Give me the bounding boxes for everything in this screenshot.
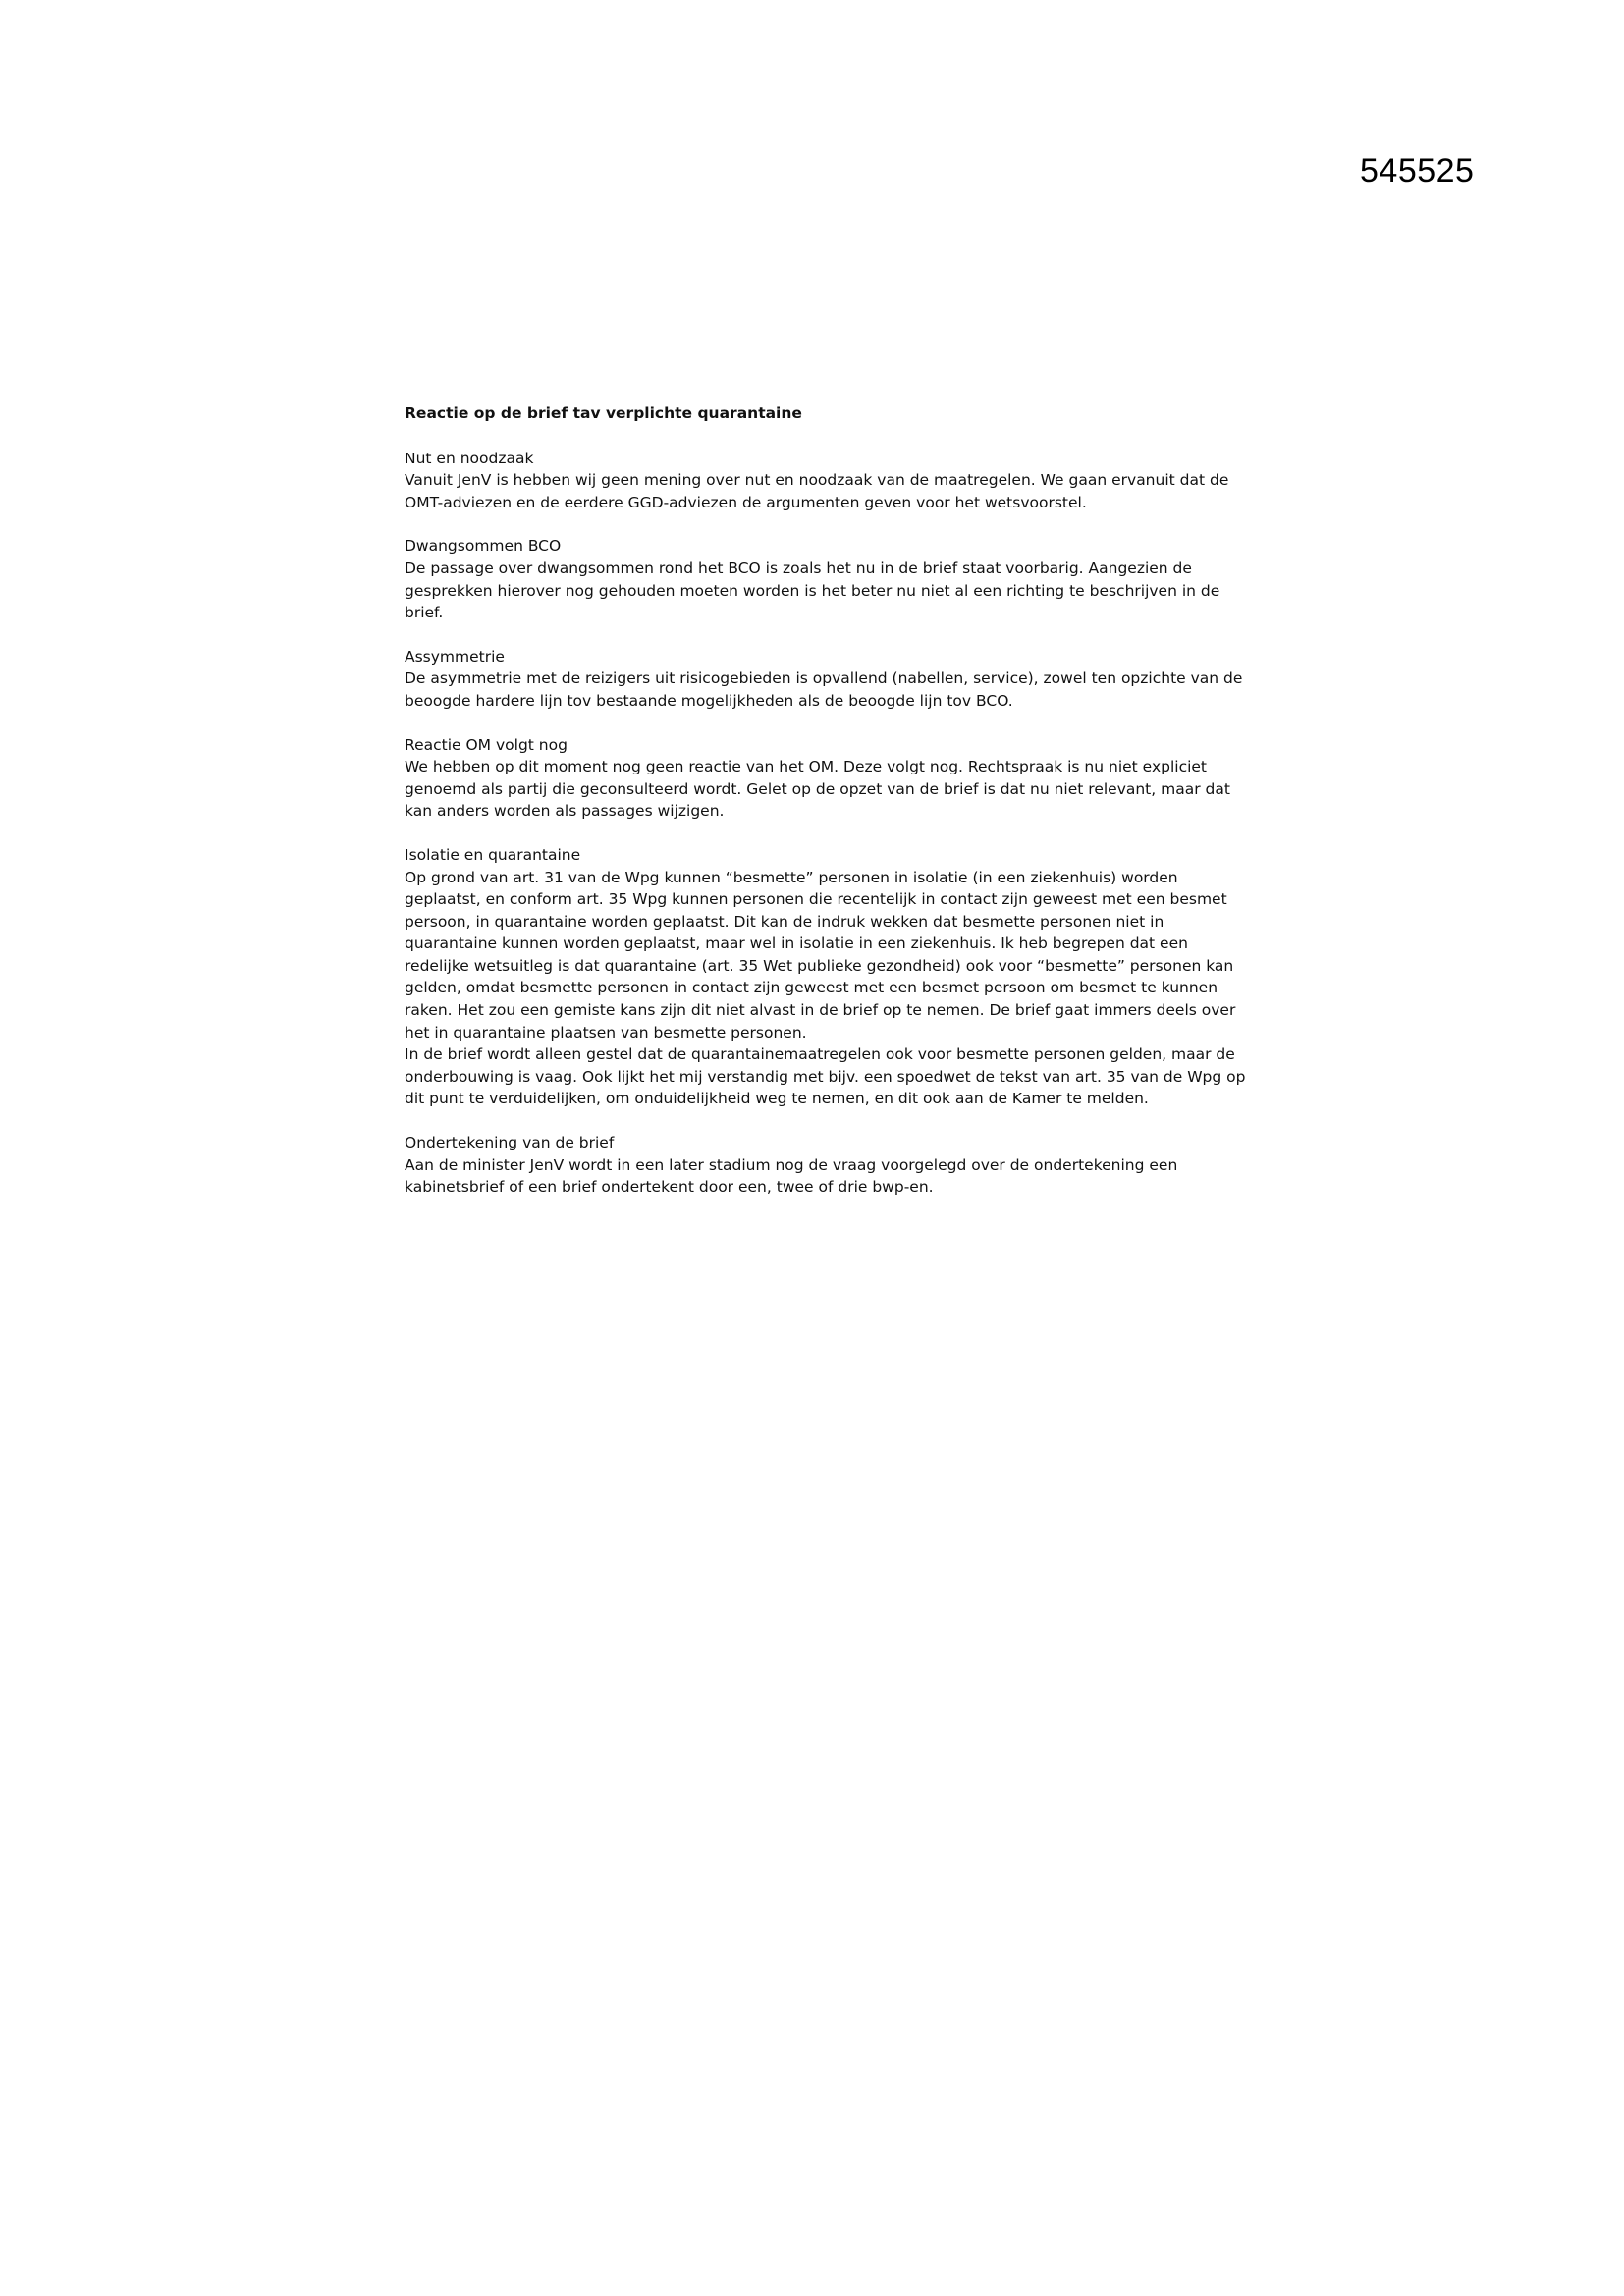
section-heading: Assymmetrie xyxy=(405,647,505,666)
section-paragraph: Vanuit JenV is hebben wij geen mening over nut en noodzaak van de maatregelen. We gaan ervanuit dat de OMT-adviezen en de eerdere GGD-adviezen de argumenten geven voor het wetsvoorstel. xyxy=(405,471,1229,511)
section-nut-en-noodzaak xyxy=(405,448,1249,514)
section-paragraph: De passage over dwangsommen rond het BCO is zoals het nu in de brief staat voorbarig. Aangezien de gesprekken hierover nog gehouden moeten worden is het beter nu niet al een richting te beschrijven in de brief. xyxy=(405,559,1220,622)
page-number: 545525 xyxy=(1360,152,1475,189)
section-paragraph: In de brief wordt alleen gestel dat de quarantainemaatregelen ook voor besmette personen gelden, maar de onderbouwing is vaag. Ook lijkt het mij verstandig met bijv. een spoedwet de tekst van art. 35 van de Wpg op dit punt te verduidelijken, om onduidelijkheid weg te nemen, en dit ook aan de Kamer te melden. xyxy=(405,1045,1246,1108)
section-ondertekening xyxy=(405,1132,1249,1199)
section-paragraph: Op grond van art. 31 van de Wpg kunnen “besmette” personen in isolatie (in een ziekenhuis) worden geplaatst, en conform art. 35 Wpg kunnen personen die recentelijk in contact zijn geweest met een besmet persoon, in quarantaine worden geplaatst. Dit kan de indruk wekken dat besmette personen niet in quarantaine kunnen worden geplaatst, maar wel in isolatie in een ziekenhuis. Ik heb begrepen dat een redelijke wetsuitleg is dat quarantaine (art. 35 Wet publieke gezondheid) ook voor “besmette” personen kan gelden, omdat besmette personen in contact zijn geweest met een besmet persoon om besmet te kunnen raken. Het zou een gemiste kans zijn dit niet alvast in de brief op te nemen. De brief gaat immers deels over het in quarantaine plaatsen van besmette personen. xyxy=(405,868,1236,1041)
section-heading: Isolatie en quarantaine xyxy=(405,845,581,864)
section-paragraph: De asymmetrie met de reizigers uit risicogebieden is opvallend (nabellen, service), zowel ten opzichte van de beoogde hardere lijn tov bestaande mogelijkheden als de beoogde lijn tov BCO. xyxy=(405,669,1243,710)
section-heading: Nut en noodzaak xyxy=(405,449,534,467)
section-isolatie-en-quarantaine xyxy=(405,844,1249,1110)
section-assymmetrie xyxy=(405,646,1249,713)
section-reactie-om xyxy=(405,734,1249,823)
section-dwangsommen-bco xyxy=(405,535,1249,623)
section-heading: Dwangsommen BCO xyxy=(405,537,562,556)
section-heading: Reactie OM volgt nog xyxy=(405,735,568,754)
document-body xyxy=(405,402,1249,1220)
section-heading: Ondertekening van de brief xyxy=(405,1134,615,1152)
section-paragraph: Aan de minister JenV wordt in een later stadium nog de vraag voorgelegd over de ondertekening een kabinetsbrief of een brief ondertekent door een, twee of drie bwp-en. xyxy=(405,1155,1178,1197)
document-title: Reactie op de brief tav verplichte quarantaine xyxy=(405,404,802,422)
section-paragraph: We hebben op dit moment nog geen reactie van het OM. Deze volgt nog. Rechtspraak is nu niet expliciet genoemd als partij die geconsulteerd wordt. Gelet op de opzet van de brief is dat nu niet relevant, maar dat kan anders worden als passages wijzigen. xyxy=(405,758,1230,821)
